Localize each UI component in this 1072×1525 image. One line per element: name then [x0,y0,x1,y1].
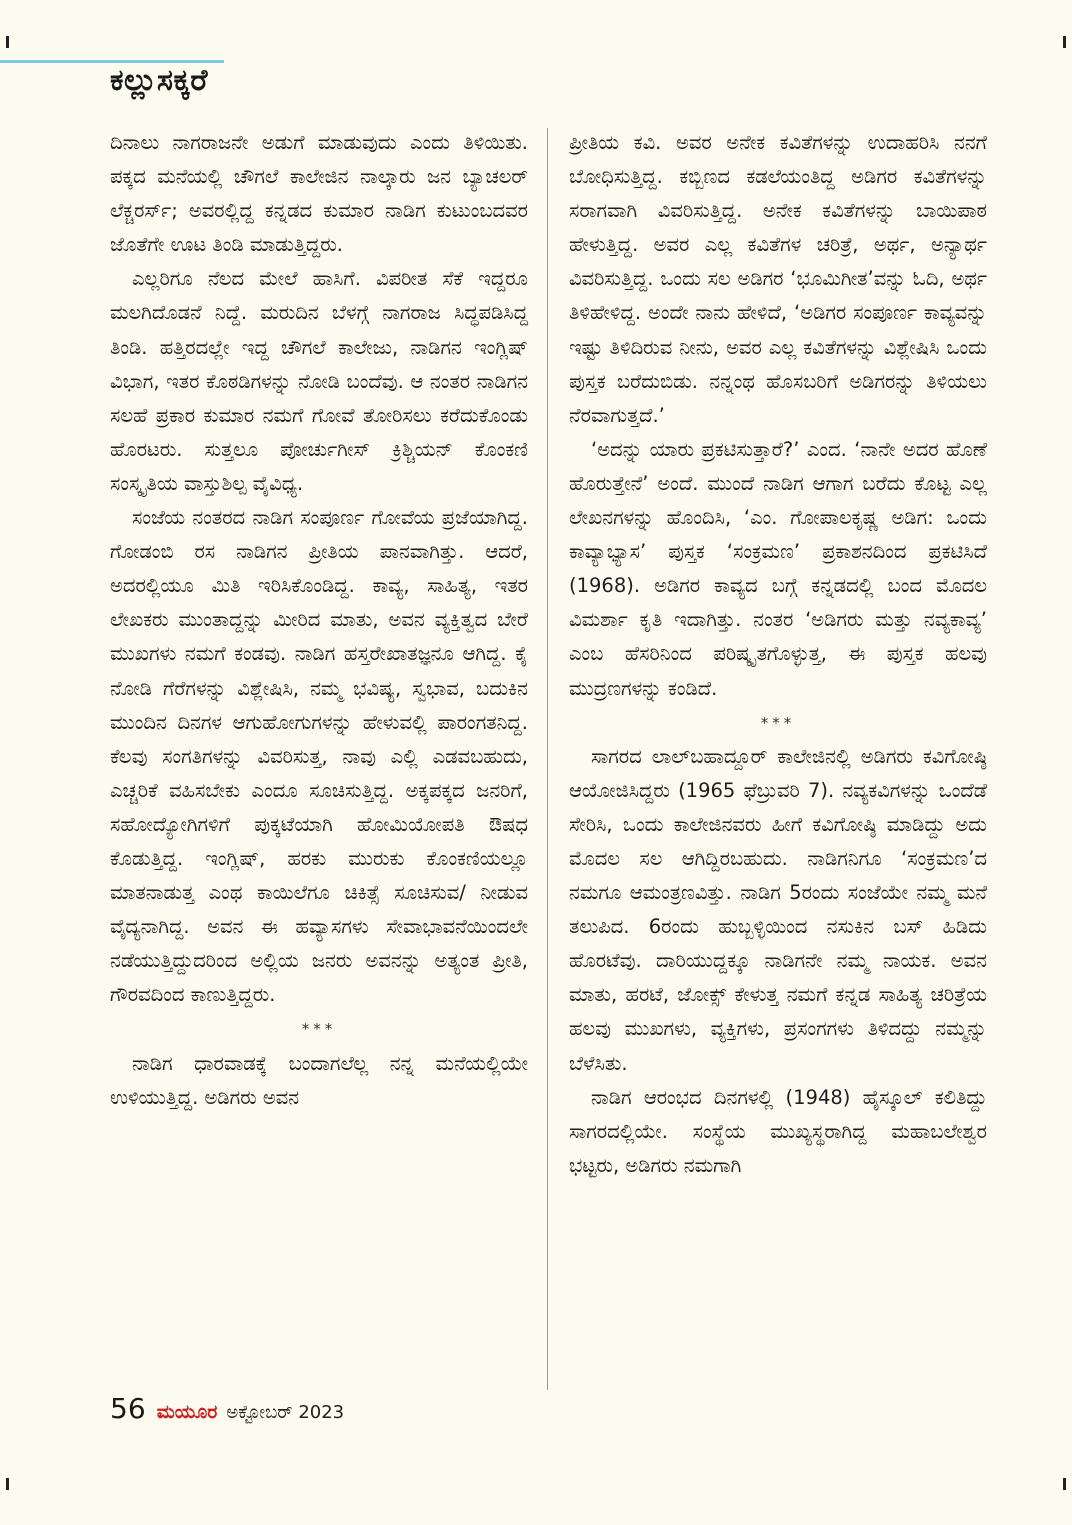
right-paragraph-2: ‘ಅದನ್ನು ಯಾರು ಪ್ರಕಟಿಸುತ್ತಾರೆ?’ ಎಂದ. ‘ನಾನೇ ಅದರ ಹೊಣೆ ಹೊರುತ್ತೇನೆ’ ಅಂದೆ. ಮುಂದೆ ನಾಡಿಗ ಆಗಾಗ ಬರೆದು ಕೊಟ್ಟ ಎಲ್ಲ ಲೇಖನಗಳನ್ನು ಹೊಂದಿಸಿ, ‘ಎಂ. ಗೋಪಾಲಕೃಷ್ಣ ಅಡಿಗ: ಒಂದು ಕಾವ್ಯಾಭ್ಯಾಸ’ ಪುಸ್ತಕ ‘ಸಂಕ್ರಮಣ’ ಪ್ರಕಾಶನದಿಂದ ಪ್ರಕಟಿಸಿದೆ (1968). ಅಡಿಗರ ಕಾವ್ಯದ ಬಗ್ಗೆ ಕನ್ನಡದಲ್ಲಿ ಬಂದ ಮೊದಲ ವಿಮರ್ಶಾ ಕೃತಿ ಇದಾಗಿತ್ತು. ನಂತರ ‘ಅಡಿಗರು ಮತ್ತು ನವ್ಯಕಾವ್ಯ’ ಎಂಬ ಹೆಸರಿನಿಂದ ಪರಿಷ್ಕೃತಗೊಳ್ಳುತ್ತ, ಈ ಪುಸ್ತಕ ಹಲವು ಮುದ್ರಣಗಳನ್ನು ಕಂಡಿದೆ. [569,437,987,700]
magazine-name: ಮಯೂರ [156,1401,218,1423]
left-column [110,126,528,1115]
page-number: 56 [110,1392,146,1425]
left-paragraph-2: ಎಲ್ಲರಿಗೂ ನೆಲದ ಮೇಲೆ ಹಾಸಿಗೆ. ವಿಪರೀತ ಸೆಕೆ ಇದ್ದರೂ ಮಲಗಿದೊಡನೆ ನಿದ್ದೆ. ಮರುದಿನ ಬೆಳಗ್ಗೆ ನಾಗರಾಜ ಸಿದ್ಧಪಡಿಸಿದ್ದ ತಿಂಡಿ. ಹತ್ತಿರದಲ್ಲೇ ಇದ್ದ ಚೌಗಲೆ ಕಾಲೇಜು, ನಾಡಿಗನ ಇಂಗ್ಲಿಷ್ ವಿಭಾಗ, ಇತರ ಕೊಠಡಿಗಳನ್ನು ನೋಡಿ ಬಂದೆವು. ಆ ನಂತರ ನಾಡಿಗನ ಸಲಹೆ ಪ್ರಕಾರ ಕುಮಾರ ನಮಗೆ ಗೋವೆ ತೋರಿಸಲು ಕರೆದುಕೊಂಡು ಹೊರಟರು. ಸುತ್ತಲೂ ಪೋರ್ಚುಗೀಸ್ ಕ್ರಿಶ್ಚಿಯನ್ ಕೊಂಕಣಿ ಸಂಸ್ಕೃತಿಯ ವಾಸ್ತುಶಿಲ್ಪ ವೈವಿಧ್ಯ. [110,267,528,495]
crop-mark-top-left [6,36,9,48]
crop-mark-bottom-left [6,1478,9,1490]
right-paragraph-3: ಸಾಗರದ ಲಾಲ್‌ಬಹಾದ್ದೂರ್ ಕಾಲೇಜಿನಲ್ಲಿ ಅಡಿಗರು ಕವಿಗೋಷ್ಠಿ ಆಯೋಜಿಸಿದ್ದರು (1965 ಫೆಬ್ರುವರಿ 7). ನವ್ಯಕವಿಗಳನ್ನು ಒಂದೆಡೆ ಸೇರಿಸಿ, ಒಂದು ಕಾಲೇಜಿನವರು ಹೀಗೆ ಕವಿಗೋಷ್ಠಿ ಮಾಡಿದ್ದು ಅದು ಮೊದಲ ಸಲ ಆಗಿದ್ದಿರಬಹುದು. ನಾಡಿಗನಿಗೂ ‘ಸಂಕ್ರಮಣ’ದ ನಮಗೂ ಆಮಂತ್ರಣವಿತ್ತು. ನಾಡಿಗ 5ರಂದು ಸಂಜೆಯೇ ನಮ್ಮ ಮನೆ ತಲುಪಿದ. 6ರಂದು ಹುಬ್ಬಳ್ಳಿಯಿಂದ ನಸುಕಿನ ಬಸ್ ಹಿಡಿದು ಹೊರಟೆವು. ದಾರಿಯುದ್ದಕ್ಕೂ ನಾಡಿಗನೇ ನಮ್ಮ ನಾಯಕ. ಅವನ ಮಾತು, ಹರಟೆ, ಜೋಕ್ಸ್ ಕೇಳುತ್ತ ನಮಗೆ ಕನ್ನಡ ಸಾಹಿತ್ಯ ಚರಿತ್ರೆಯ ಹಲವು ಮುಖಗಳು, ವ್ಯಕ್ತಿಗಳು, ಪ್ರಸಂಗಗಳು ತಿಳಿದದ್ದು ನಮ್ಮನ್ನು ಬೆಳೆಸಿತು. [569,744,987,1075]
crop-mark-bottom-right [1063,1478,1066,1490]
left-paragraph-1: ದಿನಾಲು ನಾಗರಾಜನೇ ಅಡುಗೆ ಮಾಡುವುದು ಎಂದು ತಿಳಿಯಿತು. ಪಕ್ಕದ ಮನೆಯಲ್ಲಿ ಚೌಗಲೆ ಕಾಲೇಜಿನ ನಾಲ್ಕಾರು ಜನ ಬ್ಯಾಚಲರ್ ಲೆಕ್ಚರರ್ಸ್; ಅವರಲ್ಲಿದ್ದ ಕನ್ನಡದ ಕುಮಾರ ನಾಡಿಗ ಕುಟುಂಬದವರ ಜೊತೆಗೇ ಊಟ ತಿಂಡಿ ಮಾಡುತ್ತಿದ್ದರು. [110,131,528,257]
section-separator: *** [301,1020,337,1039]
column-divider [547,128,548,1390]
left-paragraph-3: ಸಂಜೆಯ ನಂತರದ ನಾಡಿಗ ಸಂಪೂರ್ಣ ಗೋವೆಯ ಪ್ರಜೆಯಾಗಿದ್ದ. ಗೋಡಂಬಿ ರಸ ನಾಡಿಗನ ಪ್ರೀತಿಯ ಪಾನವಾಗಿತ್ತು. ಆದರೆ, ಅದರಲ್ಲಿಯೂ ಮಿತಿ ಇರಿಸಿಕೊಂಡಿದ್ದ. ಕಾವ್ಯ, ಸಾಹಿತ್ಯ, ಇತರ ಲೇಖಕರು ಮುಂತಾದ್ದನ್ನು ಮೀರಿದ ಮಾತು, ಅವನ ವ್ಯಕ್ತಿತ್ವದ ಬೇರೆ ಮುಖಗಳು ನಮಗೆ ಕಂಡವು. ನಾಡಿಗ ಹಸ್ತರೇಖಾತಜ್ಞನೂ ಆಗಿದ್ದ. ಕೈ ನೋಡಿ ಗೆರೆಗಳನ್ನು ವಿಶ್ಲೇಷಿಸಿ, ನಮ್ಮ ಭವಿಷ್ಯ, ಸ್ವಭಾವ, ಬದುಕಿನ ಮುಂದಿನ ದಿನಗಳ ಆಗುಹೋಗುಗಳನ್ನು ಹೇಳುವಲ್ಲಿ ಪಾರಂಗತನಿದ್ದ. ಕೆಲವು ಸಂಗತಿಗಳನ್ನು ವಿವರಿಸುತ್ತ, ನಾವು ಎಲ್ಲಿ ಎಡವಬಹುದು, ಎಚ್ಚರಿಕೆ ವಹಿಸಬೇಕು ಎಂದೂ ಸೂಚಿಸುತ್ತಿದ್ದ. ಅಕ್ಕಪಕ್ಕದ ಜನರಿಗೆ, ಸಹೋದ್ಯೋಗಿಗಳಿಗೆ ಪುಕ್ಕಟೆಯಾಗಿ ಹೋಮಿಯೋಪತಿ ಔಷಧ ಕೊಡುತ್ತಿದ್ದ. ಇಂಗ್ಲಿಷ್, ಹರಕು ಮುರುಕು ಕೊಂಕಣಿಯಲ್ಲೂ ಮಾತನಾಡುತ್ತ ಎಂಥ ಕಾಯಿಲೆಗೂ ಚಿಕಿತ್ಸೆ ಸೂಚಿಸುವ/ ನೀಡುವ ವೈದ್ಯನಾಗಿದ್ದ. ಅವನ ಈ ಹವ್ಯಾಸಗಳು ಸೇವಾಭಾವನೆಯಿಂದಲೇ ನಡೆಯುತ್ತಿದ್ದುದರಿಂದ ಅಲ್ಲಿಯ ಜನರು ಅವನನ್ನು ಅತ್ಯಂತ ಪ್ರೀತಿ, ಗೌರವದಿಂದ ಕಾಣುತ್ತಿದ್ದರು. [110,506,528,1007]
page-footer [110,1392,344,1425]
left-paragraph-4: ನಾಡಿಗ ಧಾರವಾಡಕ್ಕೆ ಬಂದಾಗಲೆಲ್ಲ ನನ್ನ ಮನೆಯಲ್ಲಿಯೇ ಉಳಿಯುತ್ತಿದ್ದ. ಅಡಿಗರು ಅವನ [110,1051,528,1109]
section-title: ಕಲ್ಲುಸಕ್ಕರೆ [110,63,208,98]
right-paragraph-1: ಪ್ರೀತಿಯ ಕವಿ. ಅವರ ಅನೇಕ ಕವಿತೆಗಳನ್ನು ಉದಾಹರಿಸಿ ನನಗೆ ಬೋಧಿಸುತ್ತಿದ್ದ. ಕಬ್ಬಿಣದ ಕಡಲೆಯಂತಿದ್ದ ಅಡಿಗರ ಕವಿತೆಗಳನ್ನು ಸರಾಗವಾಗಿ ವಿವರಿಸುತ್ತಿದ್ದ. ಅನೇಕ ಕವಿತೆಗಳನ್ನು ಬಾಯಿಪಾಠ ಹೇಳುತ್ತಿದ್ದ. ಅವರ ಎಲ್ಲ ಕವಿತೆಗಳ ಚರಿತ್ರೆ, ಅರ್ಥ, ಅನ್ಯಾರ್ಥ ವಿವರಿಸುತ್ತಿದ್ದ. ಒಂದು ಸಲ ಅಡಿಗರ ‘ಭೂಮಿಗೀತ’ವನ್ನು ಓದಿ, ಅರ್ಥ ತಿಳಿಹೇಳಿದ್ದ. ಅಂದೇ ನಾನು ಹೇಳಿದೆ, ‘ಅಡಿಗರ ಸಂಪೂರ್ಣ ಕಾವ್ಯವನ್ನು ಇಷ್ಟು ತಿಳಿದಿರುವ ನೀನು, ಅವರ ಎಲ್ಲ ಕವಿತೆಗಳನ್ನು ವಿಶ್ಲೇಷಿಸಿ ಒಂದು ಪುಸ್ತಕ ಬರೆದುಬಿಡು. ನನ್ನಂಥ ಹೊಸಬರಿಗೆ ಅಡಿಗರನ್ನು ತಿಳಿಯಲು ನೆರವಾಗುತ್ತದೆ.’ [569,131,987,427]
section-separator: *** [760,713,796,732]
crop-mark-top-right [1063,36,1066,48]
issue-date: ಅಕ್ಟೋಬರ್ 2023 [226,1402,345,1423]
right-column [569,126,987,1183]
right-paragraph-4: ನಾಡಿಗ ಆರಂಭದ ದಿನಗಳಲ್ಲಿ (1948) ಹೈಸ್ಕೂಲ್ ಕಲಿತಿದ್ದು ಸಾಗರದಲ್ಲಿಯೇ. ಸಂಸ್ಥೆಯ ಮುಖ್ಯಸ್ಥರಾಗಿದ್ದ ಮಹಾಬಲೇಶ್ವರ ಭಟ್ಟರು, ಅಡಿಗರು ನಮಗಾಗಿ [569,1085,987,1177]
